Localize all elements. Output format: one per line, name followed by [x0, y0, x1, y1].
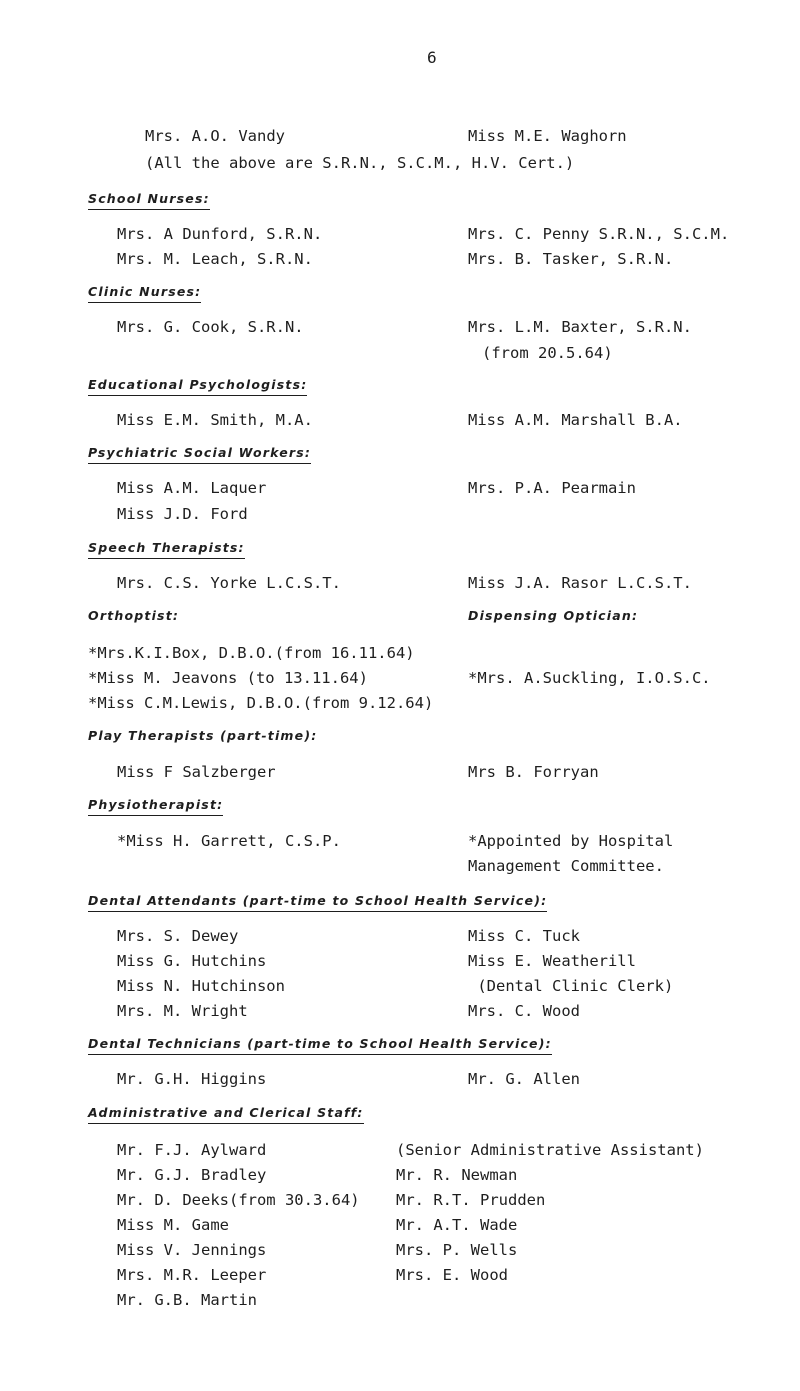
orthoptist-line: *Miss M. Jeavons (to 13.11.64)	[88, 669, 368, 687]
section-heading-clinic-nurses: Clinic Nurses:	[88, 283, 201, 303]
admin-staff-right: Mr. A.T. Wade	[396, 1216, 518, 1234]
psychologist-left: Miss E.M. Smith, M.A.	[117, 411, 313, 429]
top-name-left: Mrs. A.O. Vandy	[145, 127, 285, 145]
section-heading-dental-technicians: Dental Technicians (part-time to School Health Service):	[88, 1035, 552, 1055]
orthoptist-line: *Mrs.K.I.Box, D.B.O.(from 16.11.64)	[88, 644, 415, 662]
admin-staff-left: Mr. F.J. Aylward	[117, 1141, 267, 1159]
dental-attendant-right: Mrs. C. Wood	[468, 1002, 580, 1020]
social-worker-left: Miss A.M. Laquer	[117, 479, 267, 497]
clinic-nurse-right: Mrs. L.M. Baxter, S.R.N.	[468, 318, 692, 336]
orthoptist-line: *Miss C.M.Lewis, D.B.O.(from 9.12.64)	[88, 694, 434, 712]
section-heading-play-therapists: Play Therapists (part-time):	[88, 728, 318, 743]
dental-attendant-right: Miss C. Tuck	[468, 927, 580, 945]
physiotherapist-name: *Miss H. Garrett, C.S.P.	[117, 832, 341, 850]
admin-staff-right: Mr. R. Newman	[396, 1166, 518, 1184]
section-heading-educational-psychologists: Educational Psychologists:	[88, 376, 307, 396]
speech-therapist-right: Miss J.A. Rasor L.C.S.T.	[468, 574, 692, 592]
appointment-note: Management Committee.	[468, 857, 664, 875]
section-heading-admin-staff: Administrative and Clerical Staff:	[88, 1104, 364, 1124]
school-nurse-right: Mrs. C. Penny S.R.N., S.C.M.	[468, 225, 730, 243]
social-worker-right: Mrs. P.A. Pearmain	[468, 479, 636, 497]
section-heading-dental-attendants: Dental Attendants (part-time to School Health Service):	[88, 892, 547, 912]
play-therapist-right: Mrs B. Forryan	[468, 763, 599, 781]
speech-therapist-left: Mrs. C.S. Yorke L.C.S.T.	[117, 574, 341, 592]
school-nurse-right: Mrs. B. Tasker, S.R.N.	[468, 250, 674, 268]
section-heading-speech-therapists: Speech Therapists:	[88, 539, 245, 559]
dental-technician-right: Mr. G. Allen	[468, 1070, 580, 1088]
section-heading-school-nurses: School Nurses:	[88, 190, 210, 210]
dental-attendant-left: Mrs. M. Wright	[117, 1002, 248, 1020]
dental-attendant-right: Miss E. Weatherill	[468, 952, 636, 970]
play-therapist-left: Miss F Salzberger	[117, 763, 276, 781]
school-nurse-left: Mrs. A Dunford, S.R.N.	[117, 225, 323, 243]
dental-attendant-left: Miss N. Hutchinson	[117, 977, 285, 995]
admin-staff-right: Mrs. P. Wells	[396, 1241, 518, 1259]
school-nurse-left: Mrs. M. Leach, S.R.N.	[117, 250, 313, 268]
admin-staff-right: Mrs. E. Wood	[396, 1266, 508, 1284]
top-name-right: Miss M.E. Waghorn	[468, 127, 627, 145]
page-number: 6	[427, 48, 437, 67]
admin-staff-left: Miss V. Jennings	[117, 1241, 267, 1259]
dispensing-optician-name: *Mrs. A.Suckling, I.O.S.C.	[468, 669, 711, 687]
admin-staff-left: Miss M. Game	[117, 1216, 229, 1234]
admin-staff-left: Mrs. M.R. Leeper	[117, 1266, 267, 1284]
appointment-note: *Appointed by Hospital	[468, 832, 674, 850]
clinic-nurse-right-note: (from 20.5.64)	[482, 344, 613, 362]
clinic-nurse-left: Mrs. G. Cook, S.R.N.	[117, 318, 304, 336]
section-heading-physiotherapist: Physiotherapist:	[88, 796, 223, 816]
social-worker-left: Miss J.D. Ford	[117, 505, 248, 523]
section-heading-dispensing-optician: Dispensing Optician:	[468, 608, 639, 623]
admin-staff-left: Mr. G.J. Bradley	[117, 1166, 267, 1184]
dental-attendant-left: Mrs. S. Dewey	[117, 927, 239, 945]
dental-attendant-right: (Dental Clinic Clerk)	[468, 977, 674, 995]
dental-technician-left: Mr. G.H. Higgins	[117, 1070, 267, 1088]
section-heading-orthoptist: Orthoptist:	[88, 608, 180, 623]
section-heading-psychiatric-social-workers: Psychiatric Social Workers:	[88, 444, 311, 464]
admin-staff-right: Mr. R.T. Prudden	[396, 1191, 546, 1209]
psychologist-right: Miss A.M. Marshall B.A.	[468, 411, 683, 429]
admin-staff-right: (Senior Administrative Assistant)	[396, 1141, 704, 1159]
admin-staff-left: Mr. G.B. Martin	[117, 1291, 257, 1309]
dental-attendant-left: Miss G. Hutchins	[117, 952, 267, 970]
qualification-note: (All the above are S.R.N., S.C.M., H.V. Cert.)	[145, 154, 575, 172]
admin-staff-left: Mr. D. Deeks(from 30.3.64)	[117, 1191, 360, 1209]
